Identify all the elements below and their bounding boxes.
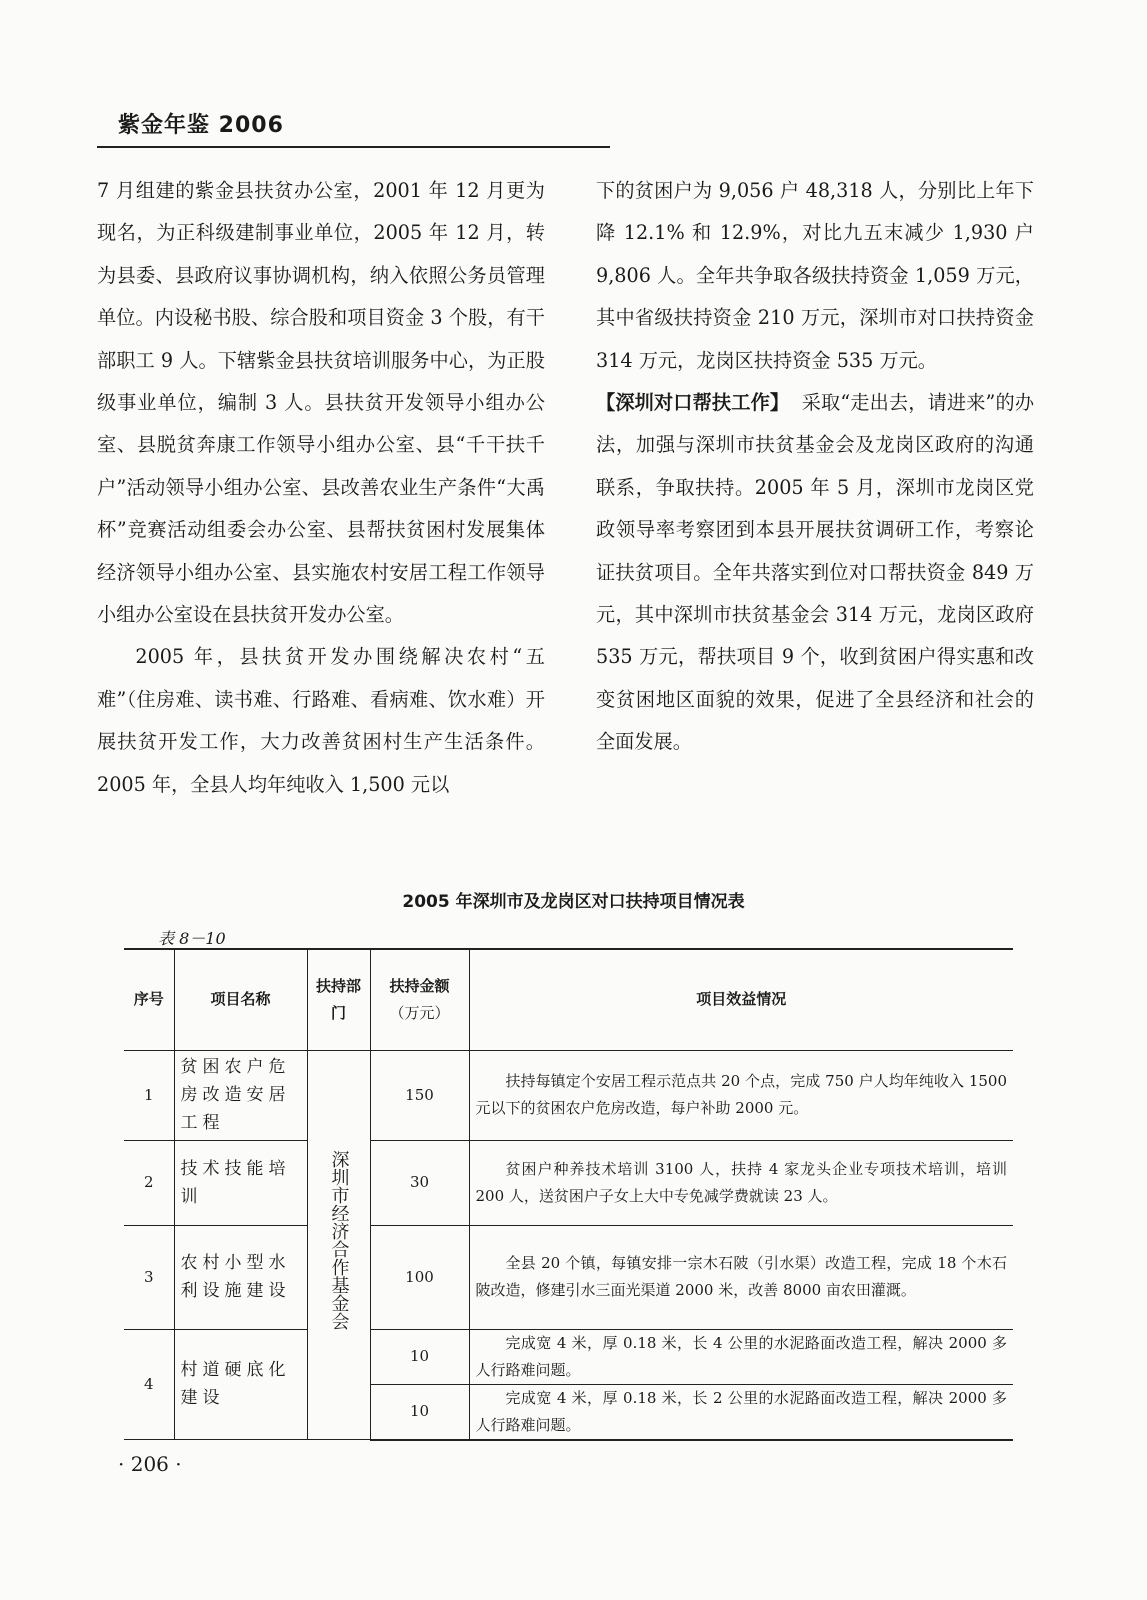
table-row bbox=[124, 1225, 1013, 1329]
row-benefit: 完成宽 4 米，厚 0.18 米，长 4 公里的水泥路面改造工程，解决 2000 多人行路难问题。 bbox=[469, 1329, 1013, 1384]
row-name: 农村小型水利设施建设 bbox=[174, 1225, 307, 1329]
row-amount: 30 bbox=[370, 1140, 469, 1225]
row-benefit: 扶持每镇定个安居工程示范点共 20 个点，完成 750 户人均年纯收入 1500 元以下的贫困农户危房改造，每户补助 2000 元。 bbox=[469, 1050, 1013, 1140]
row-seq: 3 bbox=[124, 1225, 174, 1329]
page-number: · 206 · bbox=[118, 1452, 182, 1476]
row-amount: 10 bbox=[370, 1329, 469, 1384]
dept-vertical-text: 深圳市经济合作基金会 bbox=[328, 1150, 350, 1331]
section-body: 采取“走出去，请进来”的办法，加强与深圳市扶贫基金会及龙岗区政府的沟通联系，争取扶持。2005 年 5 月，深圳市龙岗区党政领导率考察团到本县开展扶贫调研工作，考察论证扶贫项目。全年共落实到位对口帮扶资金 849 万元，其中深圳市扶贫基金会 314 万元，龙岗区政府 535 万元，帮扶项目 9 个，收到贫困户得实惠和改变贫困地区面貌的效果，促进了全县经济和社会的全面发展。 bbox=[596, 391, 1035, 754]
row-name: 技术技能培训 bbox=[174, 1140, 307, 1225]
row-amount: 150 bbox=[370, 1050, 469, 1140]
header-amount-label: 扶持金额 bbox=[389, 976, 450, 995]
table-row bbox=[124, 1140, 1013, 1225]
row-amount: 100 bbox=[370, 1225, 469, 1329]
row-seq: 1 bbox=[124, 1050, 174, 1140]
row-amount: 10 bbox=[370, 1384, 469, 1440]
table-row bbox=[124, 1050, 1013, 1140]
section-heading: 【深圳对口帮扶工作】 bbox=[596, 391, 790, 415]
row-seq: 4 bbox=[124, 1329, 174, 1440]
left-paragraph-1: 7 月组建的紫金县扶贫办公室，2001 年 12 月更为现名，为正科级建制事业单位，2005 年 12 月，转为县委、县政府议事协调机构，纳入依照公务员管理单位。内设秘书股、综合股和项目资金 3 个股，有干部职工 9 人。下辖紫金县扶贫培训服务中心，为正股级事业单位，编制 3 人。县扶贫开发领导小组办公室、县脱贫奔康工作领导小组办公室、县“千干扶千户”活动领导小组办公室、县改善农业生产条件“大禹杯”竞赛活动组委会办公室、县帮扶贫困村发展集体经济领导小组办公室、县实施农村安居工程工作领导小组办公室设在县扶贫开发办公室。 bbox=[97, 179, 545, 627]
table-header-row bbox=[124, 949, 1013, 1050]
row-name: 贫困农户危房改造安居工程 bbox=[174, 1050, 307, 1140]
header-dept: 扶持部门 bbox=[307, 949, 370, 1050]
table-row bbox=[124, 1329, 1013, 1384]
row-benefit: 全县 20 个镇，每镇安排一宗木石陂（引水渠）改造工程，完成 18 个木石陂改造，修建引水三面光渠道 2000 米，改善 8000 亩农田灌溉。 bbox=[469, 1225, 1013, 1329]
header-amount-unit: （万元） bbox=[389, 1003, 450, 1022]
aid-projects-table bbox=[124, 948, 1013, 1441]
row-seq: 2 bbox=[124, 1140, 174, 1225]
header-rule bbox=[97, 146, 610, 148]
row-benefit: 完成宽 4 米，厚 0.18 米，长 2 公里的水泥路面改造工程，解决 2000 多人行路难问题。 bbox=[469, 1384, 1013, 1440]
left-paragraph-2: 2005 年，县扶贫开发办围绕解决农村“五难”（住房难、读书难、行路难、看病难、饮水难）开展扶贫开发工作，大力改善贫困村生产生活条件。2005 年，全县人均年纯收入 1,500 元以 bbox=[97, 645, 545, 796]
header-name: 项目名称 bbox=[174, 949, 307, 1050]
book-title: 紫金年鉴 2006 bbox=[118, 113, 284, 138]
header-amount bbox=[370, 949, 469, 1050]
right-paragraph-2 bbox=[596, 382, 1034, 764]
row-benefit: 贫困户种养技术培训 3100 人，扶持 4 家龙头企业专项技术培训，培训 200 人，送贫困户子女上大中专免减学费就读 23 人。 bbox=[469, 1140, 1013, 1225]
header-seq: 序号 bbox=[124, 949, 174, 1050]
table-number: 表 8－10 bbox=[158, 929, 226, 948]
table-title: 2005 年深圳市及龙岗区对口扶持项目情况表 bbox=[402, 892, 745, 912]
left-column bbox=[97, 170, 545, 806]
right-column bbox=[596, 170, 1034, 764]
right-paragraph-1: 下的贫困户为 9,056 户 48,318 人，分别比上年下降 12.1% 和 12.9%，对比九五末减少 1,930 户 9,806 人。全年共争取各级扶持资金 1,059 万元，其中省级扶持资金 210 万元，深圳市对口扶持资金 314 万元，龙岗区扶持资金 535 万元。 bbox=[596, 179, 1034, 372]
row-dept bbox=[307, 1050, 370, 1440]
row-name: 村道硬底化建设 bbox=[174, 1329, 307, 1440]
header-benefit: 项目效益情况 bbox=[469, 949, 1013, 1050]
